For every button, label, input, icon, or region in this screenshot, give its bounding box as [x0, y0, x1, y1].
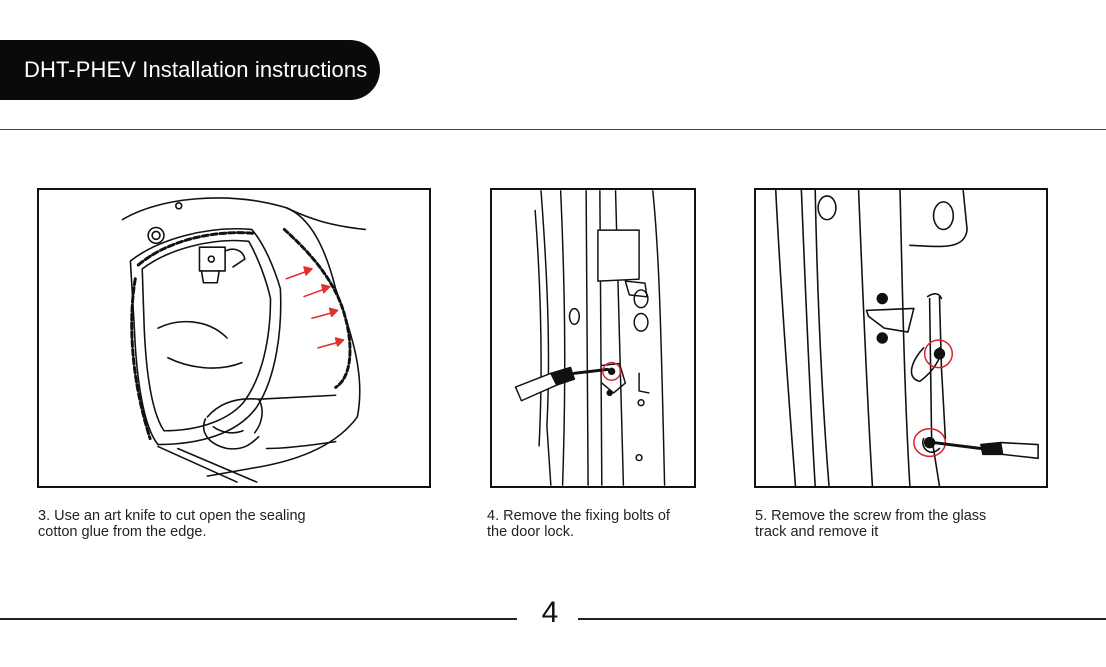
step-5-caption: 5. Remove the screw from the glass track and remove it	[755, 508, 987, 540]
title-banner	[0, 40, 380, 100]
step-3-caption: 3. Use an art knife to cut open the sealing cotton glue from the edge.	[38, 508, 306, 540]
step-5-illustration	[754, 188, 1048, 488]
header-divider	[0, 129, 1106, 130]
footer-divider-left	[0, 618, 517, 620]
step-4-caption: 4. Remove the fixing bolts of the door lock.	[487, 508, 670, 540]
page-number: 4	[541, 596, 559, 629]
step-3-illustration	[37, 188, 431, 488]
footer-divider-right	[578, 618, 1106, 620]
step-4-illustration	[490, 188, 696, 488]
page-title: DHT-PHEV Installation instructions	[24, 57, 368, 82]
